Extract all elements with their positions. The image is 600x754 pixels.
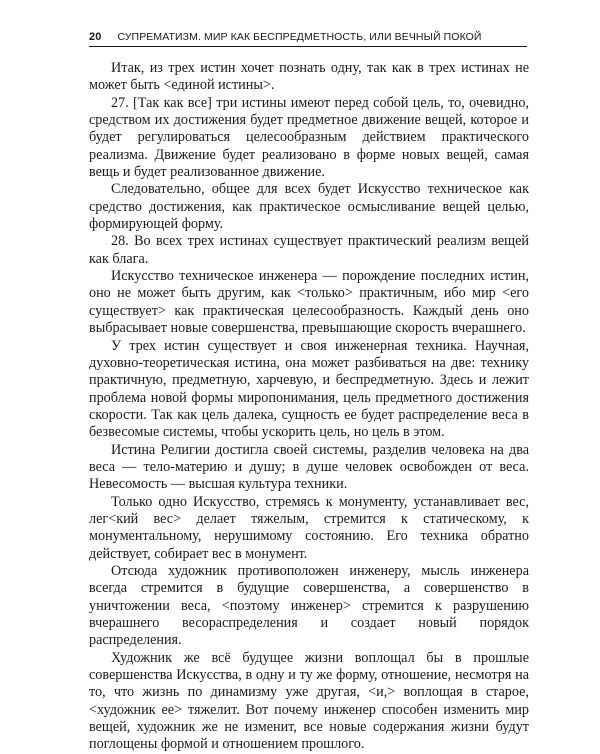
running-title: СУПРЕМАТИЗМ. МИР КАК БЕСПРЕДМЕТНОСТЬ, ИЛИ ВЕЧНЫЙ ПОКОЙ: [117, 31, 482, 43]
body-text: [89, 60, 529, 754]
running-header: [89, 27, 527, 47]
paragraph: У трех истин существует и своя инженерная техника. Научная, духовно-теоретическая истина, она может разбиваться на две: технику практичную, предметную, харчевую, и беспредметную. Здесь и лежит проблема новой формы миропонимания, цель предметного достижения скорости. Так как цель далека, сущность ее будет распределение веса в безвесомые системы, чтобы ускорить цель, но цель в этом.: [89, 337, 529, 441]
paragraph: Искусство техническое инженера — порождение последних истин, оно не может быть другим, как <только> практичным, ибо мир <его существует> как практическая целесообразность. Каждый день оно выбрасывает новые совершенства, превышающие скорость вчерашнего.: [89, 268, 529, 337]
paragraph: 28. Во всех трех истинах существует практический реализм вещей как блага.: [89, 233, 529, 267]
paragraph: Только одно Искусство, стремясь к монументу, устанавливает вес, лег<кий вес> делает тяжелым, стремится к статическому, к монументальному, нерушимому состоянию. Его техника обратно действует, собирает вес в монумент.: [89, 493, 529, 562]
paragraph: Итак, из трех истин хочет познать одну, так как в трех истинах не может быть <единой истины>.: [89, 60, 529, 94]
paragraph: Истина Религии достигла своей системы, разделив человека на два веса — тело-материю и душу; в душе человек освобожден от веса. Невесомость — высшая культура техники.: [89, 441, 529, 493]
paragraph: Следовательно, общее для всех будет Искусство техническое как средство достижения, как практическое осмысливание вещей целью, формирующей форму.: [89, 181, 529, 233]
paragraph: Отсюда художник противоположен инженеру, мысль инженера всегда стремится в будущие совершенства, а совершенство в уничтожении веса, <поэтому инженер> стремится к разрушению вчерашнего весораспределения и создает новый порядок распределения.: [89, 562, 529, 649]
paragraph: 27. [Так как все] три истины имеют перед собой цель, то, очевидно, средством их достижения будет предметное движение вещей, которое и будет регулироваться целесообразным действием практического реализма. Движение будет реализовано в форме новых вещей, самая вещь и будет реализованное движение.: [89, 94, 529, 181]
paragraph: Художник же всё будущее жизни воплощал бы в прошлые совершенства Искусства, в одну и ту же форму, отношение, несмотря на то, что жизнь по динамизму уже другая, <и,> воплощая в старое, <художник ее> тяжелит. Вот почему инженер способен изменить мир вещей, художник же не изменит, все новые содержания жизни будут поглощены формой и отношением прошлого.: [89, 649, 529, 753]
page-number: 20: [89, 31, 102, 43]
